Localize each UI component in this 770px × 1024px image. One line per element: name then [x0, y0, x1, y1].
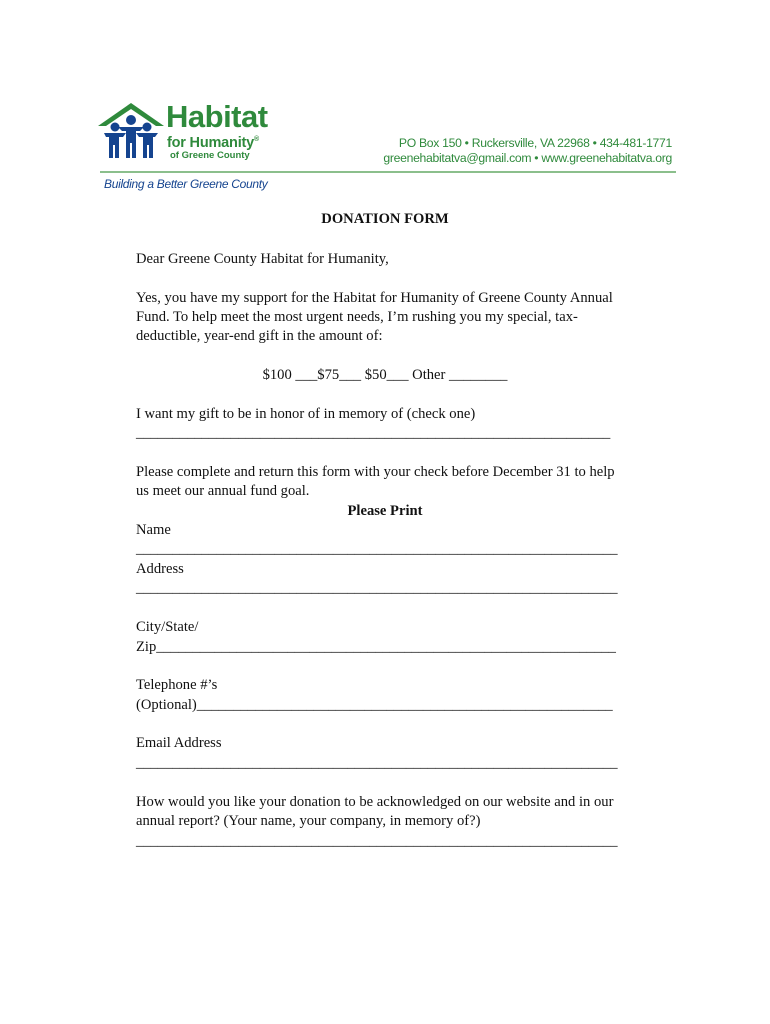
return-instructions-line-1: Please complete and return this form with your check before December 31 to help [136, 464, 615, 480]
zip-field[interactable]: Zip_______________________________________________________________ [136, 639, 616, 655]
email-field[interactable]: __________________________________________________________________ [136, 755, 618, 771]
intro-line-2: Fund. To help meet the most urgent needs, I’m rushing you my special, tax- [136, 309, 578, 325]
please-print-heading: Please Print [347, 503, 423, 519]
return-instructions-line-2: us meet our annual fund goal. [136, 483, 310, 499]
letterhead-address: PO Box 150 • Ruckersville, VA 22968 • 434-481-1771 [398, 136, 672, 150]
form-title: DONATION FORM [321, 211, 449, 227]
acknowledgement-field[interactable]: __________________________________________________________________ [136, 833, 618, 849]
letterhead-tagline: Building a Better Greene County [104, 177, 268, 191]
telephone-field[interactable]: (Optional)_________________________________________________________ [136, 697, 613, 713]
intro-line-3: deductible, year-end gift in the amount of: [136, 328, 383, 344]
logo-wordmark-habitat: Habitat [166, 99, 268, 134]
address-label: Address [136, 561, 184, 577]
letterhead-email-website: greenehabitatva@gmail.com • www.greenehabitatva.org [383, 151, 672, 165]
acknowledgement-question-line-1: How would you like your donation to be acknowledged on our website and in our [136, 794, 614, 810]
habitat-house-people-icon [96, 100, 166, 162]
honor-memory-prompt: I want my gift to be in honor of in memory of (check one) [136, 406, 476, 422]
letterhead-divider [100, 171, 676, 173]
city-state-label: City/State/ [136, 619, 199, 635]
telephone-label: Telephone #’s [136, 677, 218, 693]
email-label: Email Address [136, 735, 222, 751]
amount-options[interactable]: $100 ___$75___ $50___ Other ________ [262, 367, 508, 383]
intro-line-1: Yes, you have my support for the Habitat for Humanity of Greene County Annual [136, 290, 613, 306]
address-field[interactable]: __________________________________________________________________ [136, 580, 618, 596]
name-label: Name [136, 522, 171, 538]
logo-wordmark-county: of Greene County [170, 150, 250, 161]
salutation: Dear Greene County Habitat for Humanity, [136, 251, 389, 267]
name-field[interactable]: __________________________________________________________________ [136, 541, 618, 557]
acknowledgement-question-line-2: annual report? (Your name, your company, in memory of?) [136, 813, 481, 829]
honor-memory-field[interactable]: _________________________________________________________________ [136, 425, 611, 441]
logo-wordmark-for-humanity: for Humanity® [167, 134, 259, 151]
